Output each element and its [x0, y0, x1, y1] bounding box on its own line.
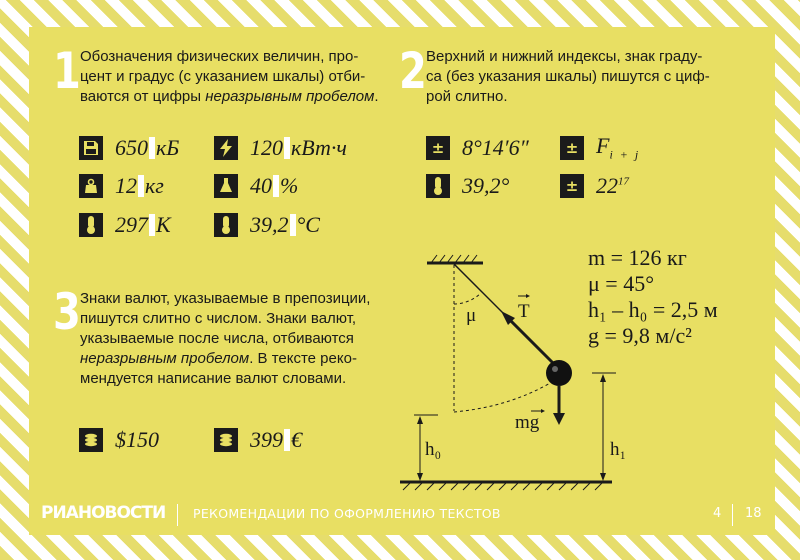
- example-297-k: 297 К: [79, 211, 171, 239]
- ria-novosti-logo: РИАНОВОСТИ: [41, 503, 166, 523]
- swing-path: [454, 382, 552, 412]
- h0-arrow-down: [417, 473, 423, 481]
- text-line: Знаки валют, указываемые в препозиции,: [80, 290, 371, 307]
- example-39-celsius: 39,2 °С: [214, 211, 320, 239]
- formula-angle: μ = 45°: [588, 271, 654, 296]
- h0-label: h₀: [425, 439, 442, 460]
- mu-label: μ: [466, 305, 477, 326]
- gravity-arrowhead: [553, 413, 565, 425]
- footer-title: РЕКОМЕНДАЦИИ ПО ОФОРМЛЕНИЮ ТЕКСТОВ: [193, 506, 501, 521]
- example-650-kb: 650 кБ: [79, 134, 179, 162]
- h1-label: h₁: [610, 439, 627, 460]
- page-number: 4: [713, 506, 722, 521]
- tension-label: T: [518, 301, 530, 322]
- angle-arc: [454, 293, 481, 304]
- example-dollar: $150: [79, 426, 159, 454]
- ground-hatch: [403, 483, 602, 490]
- example-superscript: ± $22^{17}$: [560, 172, 629, 200]
- section-number-2: 2: [399, 42, 426, 100]
- text-line: са (без указания шкалы) пишутся с циф-: [426, 68, 710, 85]
- example-degree: 39,2°: [426, 172, 509, 200]
- h1-arrow-down: [600, 473, 606, 481]
- example-12-kg: 12 кг: [79, 172, 164, 200]
- text-line: неразрывным пробелом. В тексте реко-: [80, 350, 357, 367]
- pendulum-ball: [546, 360, 572, 386]
- example-euro: 399 €: [214, 426, 302, 454]
- plus-minus-icon: ±: [560, 174, 584, 198]
- plus-minus-icon: ±: [560, 136, 584, 160]
- text-line: Обозначения физических величин, про-: [80, 48, 359, 65]
- pendulum-diagram: [29, 27, 775, 535]
- content-card: [29, 27, 775, 535]
- text-line: цент и градус (с указанием шкалы) отби-: [80, 68, 366, 85]
- example-angle: ± 8°14′6″: [426, 134, 529, 162]
- footer-divider: [732, 504, 733, 526]
- formula-mass: m = 126 кг: [588, 245, 687, 270]
- section-number-3: 3: [53, 283, 80, 341]
- example-120-kwh: 120 кВт·ч: [214, 134, 347, 162]
- footer-divider: [177, 504, 178, 526]
- example-40-percent: 40 %: [214, 172, 298, 200]
- text-line: мендуется написание валют словами.: [80, 370, 347, 387]
- plus-minus-icon: ±: [426, 136, 450, 160]
- vector-arrow-g-head: [541, 409, 545, 413]
- text-line: рой слитно.: [426, 88, 508, 105]
- page-total: 18: [745, 506, 762, 521]
- formula-gravity: g = 9,8 м/с²: [588, 323, 692, 348]
- text-line: ваются от цифры неразрывным пробелом.: [80, 88, 379, 105]
- ball-highlight: [552, 366, 558, 372]
- tension-vector: [507, 317, 555, 365]
- text-line: Верхний и нижний индексы, знак граду-: [426, 48, 703, 65]
- h0-arrow-up: [417, 416, 423, 424]
- vector-arrow-t-head: [526, 294, 530, 298]
- h1-arrow-up: [600, 374, 606, 382]
- formula-height: h₁ – h₀ = 2,5 м: [588, 297, 718, 322]
- text-line: указываемые после числа, отбиваются: [80, 330, 354, 347]
- example-subscript: ± $F_{i + j}$: [560, 134, 640, 162]
- footer: [29, 502, 775, 532]
- gravity-label: mg: [515, 412, 540, 433]
- section-number-1: 1: [53, 42, 80, 100]
- text-line: пишутся слитно с числом. Знаки валют,: [80, 310, 357, 327]
